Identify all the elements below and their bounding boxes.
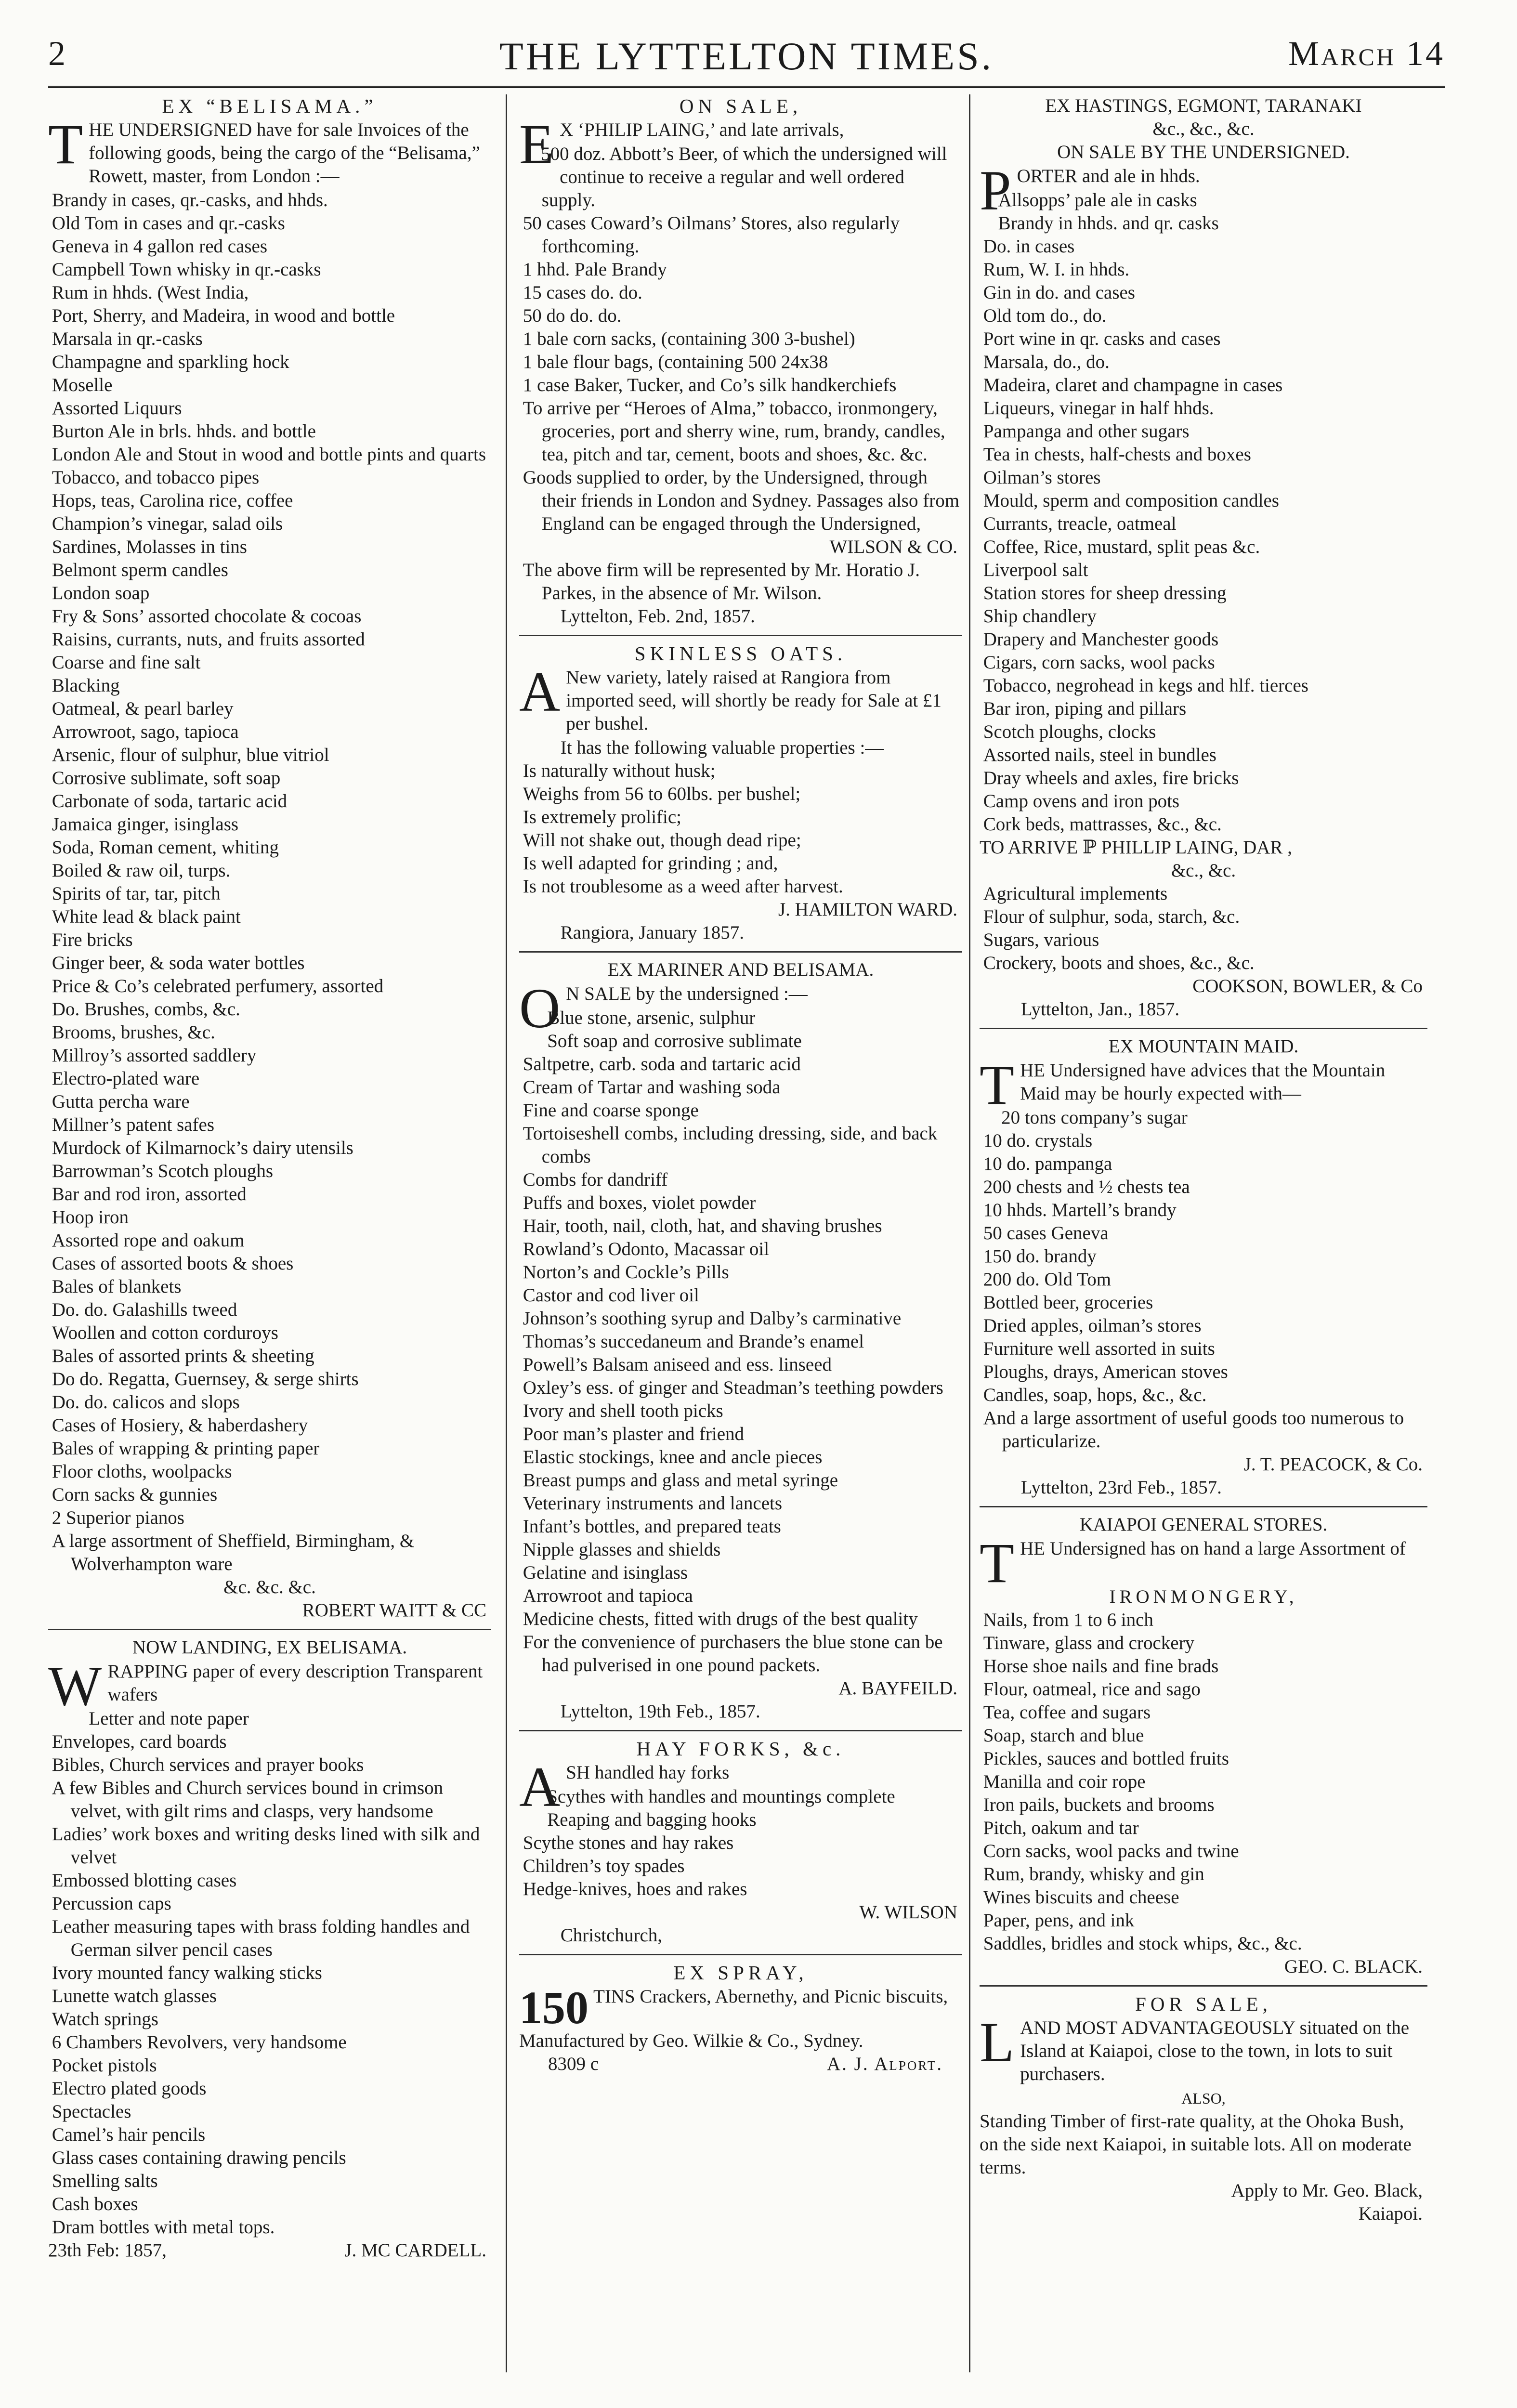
signature: A. BAYFEILD. [838, 1678, 957, 1699]
list-item: Bottled beer, groceries [983, 1292, 1153, 1313]
drop-cap: A [519, 1755, 561, 1819]
list-item: Port, Sherry, and Madeira, in wood and bottle [52, 305, 395, 326]
list-item: To arrive per “Heroes of Alma,” tobacco, ironmongery, groceries, port and sherry wine, rum, brandy, candles, tea, pitch and tar, cement, boots and shoes, &c. &c. [523, 398, 945, 465]
list-item: Champion’s vinegar, salad oils [52, 513, 283, 534]
list-item: Is naturally without husk; [523, 760, 716, 781]
ad-lead: TINS Crackers, Abernethy, and Picnic biscuits, [593, 1986, 948, 2007]
ad-now-landing [48, 1636, 491, 2262]
list-item: 6 Chambers Revolvers, very handsome [52, 2032, 347, 2053]
list-item: Campbell Town whisky in qr.-casks [52, 259, 321, 280]
list-item: Rowland’s Odonto, Macassar oil [523, 1239, 770, 1259]
list-item: 50 cases Coward’s Oilmans’ Stores, also regularly forthcoming. [523, 213, 900, 257]
column-1 [48, 94, 491, 2387]
list-item: Assorted nails, steel in bundles [983, 745, 1216, 765]
list-item: 150 do. brandy [983, 1246, 1097, 1267]
list-item: Do. do. Galashills tweed [52, 1299, 237, 1320]
list-item: Arrowroot, sago, tapioca [52, 721, 239, 742]
drop-cap: T [980, 1053, 1015, 1116]
also-label: ALSO, [1181, 2090, 1226, 2107]
list-item: Oatmeal, & pearl barley [52, 698, 234, 719]
list-item: Cash boxes [52, 2194, 138, 2214]
ad-place: Kaiapoi. [1358, 2203, 1423, 2224]
ad-on-sale [519, 94, 962, 628]
etc-line: &c. &c. &c. [223, 1577, 316, 1597]
page-number: 2 [48, 34, 65, 73]
list-item: Tobacco, and tobacco pipes [52, 467, 260, 488]
drop-cap: E [519, 113, 554, 176]
list-item: 50 do do. do. [523, 305, 622, 326]
list-item: Murdock of Kilmarnock’s dairy utensils [52, 1138, 353, 1158]
ad-ex-hastings [980, 94, 1427, 1021]
ad-date: Lyttelton, 19th Feb., 1857. [560, 1701, 760, 1722]
list-item: Champagne and sparkling hock [52, 352, 289, 372]
list-item: A large assortment of Sheffield, Birmingham, & Wolverhampton ware [52, 1531, 415, 1574]
ad-heading: EX “BELISAMA.” [162, 95, 378, 117]
list-item: Scotch ploughs, clocks [983, 721, 1156, 742]
item-list [980, 1609, 1427, 1955]
list-item: Hops, teas, Carolina rice, coffee [52, 490, 293, 511]
signature: ROBERT WAITT & CC [302, 1600, 486, 1621]
masthead [48, 34, 1445, 87]
list-item: Will not shake out, though dead ripe; [523, 830, 801, 851]
ad-heading: KAIAPOI GENERAL STORES. [1079, 1514, 1328, 1535]
list-item: Norton’s and Cockle’s Pills [523, 1262, 729, 1283]
list-item: Brandy in cases, qr.-casks, and hhds. [52, 190, 328, 210]
list-item: Liqueurs, vinegar in half hhds. [983, 398, 1214, 419]
list-item: Percussion caps [52, 1893, 171, 1914]
ad-date: Lyttelton, Feb. 2nd, 1857. [560, 606, 755, 627]
list-item: 50 cases Geneva [983, 1223, 1109, 1243]
list-item: Ship chandlery [983, 606, 1097, 627]
list-item: 1 bale flour bags, (containing 500 24x38 [523, 352, 828, 372]
ad-kaiapoi-stores [980, 1513, 1427, 1978]
ad-rule [48, 1629, 491, 1630]
column-3 [980, 94, 1427, 2387]
ad-lead: New variety, lately raised at Rangiora from imported seed, will shortly be ready for Sale at £1 per bushel. [566, 667, 942, 734]
signature: A. J. Alport. [827, 2054, 943, 2074]
list-item: Tea in chests, half-chests and boxes [983, 444, 1251, 465]
list-item: Goods supplied to order, by the Undersigned, through their friends in London and Sydney. Passages also from England can be engaged through the Undersigned, [523, 467, 960, 534]
ad-heading: NOW LANDING, EX BELISAMA. [132, 1637, 407, 1658]
list-item: Paper, pens, and ink [983, 1910, 1135, 1931]
list-item: Ivory and shell tooth picks [523, 1400, 723, 1421]
list-item: Embossed blotting cases [52, 1870, 237, 1891]
ad-lead: RAPPING paper of every description Transparent wafers [107, 1661, 483, 1705]
list-item: Ginger beer, & soda water bottles [52, 953, 305, 973]
list-item: Station stores for sheep dressing [983, 583, 1227, 603]
list-item: Boiled & raw oil, turps. [52, 860, 231, 881]
list-item: Gelatine and isinglass [523, 1562, 688, 1583]
list-item: Spirits of tar, tar, pitch [52, 883, 221, 904]
list-item: Cigars, corn sacks, wool packs [983, 652, 1215, 673]
list-item: Corrosive sublimate, soft soap [52, 768, 281, 788]
list-item: Blacking [52, 675, 120, 696]
list-item: Sardines, Molasses in tins [52, 537, 247, 557]
list-item: Glass cases containing drawing pencils [52, 2147, 346, 2168]
list-item: Leather measuring tapes with brass folding handles and German silver pencil cases [52, 1916, 470, 1960]
list-item: Marsala, do., do. [983, 352, 1110, 372]
list-item: Fine and coarse sponge [523, 1100, 699, 1121]
list-item: Do. in cases [983, 236, 1075, 257]
list-item: Infant’s bottles, and prepared teats [523, 1516, 781, 1537]
list-item: Hedge-knives, hoes and rakes [523, 1879, 747, 1899]
list-item: Puffs and boxes, violet powder [523, 1192, 756, 1213]
list-item: A few Bibles and Church services bound in crimson velvet, with gilt rims and clasps, very handsome [52, 1778, 444, 1821]
arrive-line: TO ARRIVE ℙ PHILLIP LAING, DAR , [980, 837, 1292, 858]
list-item: Flour of sulphur, soda, starch, &c. [983, 906, 1240, 927]
ad-ex-spray [519, 1961, 962, 2076]
list-item: 200 do. Old Tom [983, 1269, 1112, 1290]
list-item: Bar iron, piping and pillars [983, 698, 1187, 719]
drop-cap: O [519, 977, 561, 1040]
ad-heading: SKINLESS OATS. [634, 642, 847, 665]
ad-heading: EX SPRAY, [673, 1962, 808, 1984]
signature: J. HAMILTON WARD. [778, 899, 957, 920]
list-item: Scythe stones and hay rakes [523, 1832, 734, 1853]
list-item: Is well adapted for grinding ; and, [523, 853, 778, 874]
signature: WILSON & CO. [829, 537, 957, 557]
list-item: Nipple glasses and shields [523, 1539, 721, 1560]
item-list [980, 1106, 1427, 1407]
list-item: Crockery, boots and shoes, &c., &c. [983, 953, 1255, 973]
list-item: Saltpetre, carb. soda and tartaric acid [523, 1054, 801, 1074]
list-item: Soap, starch and blue [983, 1725, 1144, 1746]
list-item: Drapery and Manchester goods [983, 629, 1219, 650]
list-item: Fry & Sons’ assorted chocolate & cocoas [52, 606, 362, 627]
list-item: Electro-plated ware [52, 1068, 200, 1089]
list-item: Gutta percha ware [52, 1091, 190, 1112]
drop-cap: T [980, 1531, 1015, 1595]
newspaper-title: THE LYTTELTON TIMES. [499, 34, 994, 78]
list-item: Assorted Liquurs [52, 398, 182, 419]
ad-heading: ON SALE, [679, 95, 802, 117]
list-item: Is extremely prolific; [523, 807, 682, 827]
drop-cap: L [980, 2011, 1015, 2074]
signature: J. MC CARDELL. [344, 2240, 486, 2261]
list-item: Liverpool salt [983, 560, 1088, 580]
issue-date: March 14 [1288, 34, 1445, 73]
list-item: 1 bale corn sacks, (containing 300 3-bushel) [523, 328, 855, 349]
list-item: Rum, W. I. in hhds. [983, 259, 1130, 280]
list-item: Do do. Regatta, Guernsey, & serge shirts [52, 1369, 359, 1389]
ad-title: IRONMONGERY, [1109, 1586, 1298, 1607]
list-item: Cases of Hosiery, & haberdashery [52, 1415, 308, 1436]
list-item: Barrowman’s Scotch ploughs [52, 1161, 274, 1181]
list-item: 10 do. crystals [983, 1130, 1093, 1151]
list-item: Dram bottles with metal tops. [52, 2217, 275, 2238]
ad-hay-forks [519, 1737, 962, 1947]
signature: COOKSON, BOWLER, & Co [1192, 976, 1423, 996]
ad-heading: HAY FORKS, &c. [636, 1738, 845, 1760]
list-item: Pocket pistols [52, 2055, 157, 2076]
list-item: Envelopes, card boards [52, 1731, 227, 1752]
ad-rule [519, 1730, 962, 1731]
list-item: Jamaica ginger, isinglass [52, 814, 239, 835]
ad-lead: N SALE by the undersigned :— [566, 983, 808, 1004]
list-item: Arsenic, flour of sulphur, blue vitriol [52, 745, 329, 765]
list-item: Woollen and cotton corduroys [52, 1322, 278, 1343]
ad-lead: HE Undersigned have advices that the Mountain Maid may be hourly expected with— [1020, 1060, 1386, 1104]
list-item: 10 do. pampanga [983, 1153, 1112, 1174]
list-item: Bales of blankets [52, 1276, 182, 1297]
list-item: Soft soap and corrosive sublimate [547, 1031, 802, 1051]
ad-note: The above firm will be represented by Mr. Horatio J. Parkes, in the absence of Mr. Wilson. [523, 560, 920, 603]
list-item: Bibles, Church services and prayer books [52, 1754, 364, 1775]
list-item: 2 Superior pianos [52, 1507, 184, 1528]
list-item: Reaping and bagging hooks [547, 1809, 757, 1830]
ad-rule [519, 951, 962, 953]
drop-cap: T [48, 113, 83, 176]
column-divider [506, 94, 507, 2372]
list-item: 200 chests and ½ chests tea [983, 1177, 1190, 1197]
list-item: Veterinary instruments and lancets [523, 1493, 783, 1514]
ad-lead: AND MOST ADVANTAGEOUSLY situated on the Island at Kaiapoi, close to the town, in lots to suit purchasers. [1020, 2017, 1410, 2084]
ad-maker: Manufactured by Geo. Wilkie & Co., Sydney. [519, 2030, 863, 2051]
list-item: Flour, oatmeal, rice and sago [983, 1679, 1201, 1700]
list-item: Currants, treacle, oatmeal [983, 513, 1177, 534]
list-item: Allsopps’ pale ale in casks [998, 190, 1197, 210]
list-item: Assorted rope and oakum [52, 1230, 245, 1251]
list-item: Geneva in 4 gallon red cases [52, 236, 268, 257]
column-divider [969, 94, 970, 2372]
item-list [980, 189, 1427, 836]
list-item: Blue stone, arsenic, sulphur [547, 1008, 756, 1028]
list-item: Mould, sperm and composition candles [983, 490, 1279, 511]
list-item: Soda, Roman cement, whiting [52, 837, 279, 858]
list-item: Rum, brandy, whisky and gin [983, 1864, 1204, 1885]
ad-heading-2: ON SALE BY THE UNDERSIGNED. [1057, 142, 1350, 162]
ad-lead: HE UNDERSIGNED have for sale Invoices of the following goods, being the cargo of the “Belisama,” Rowett, master, from London :— [89, 119, 480, 186]
list-item: Electro plated goods [52, 2078, 207, 2099]
ad-date: Lyttelton, Jan., 1857. [1020, 999, 1180, 1020]
list-item: Pitch, oakum and tar [983, 1818, 1139, 1838]
list-item: Ivory mounted fancy walking sticks [52, 1963, 322, 1983]
ad-date: Lyttelton, 23rd Feb., 1857. [1020, 1477, 1222, 1498]
ad-apply: Apply to Mr. Geo. Black, [1231, 2180, 1423, 2201]
ad-intro: It has the following valuable properties :— [560, 737, 884, 758]
ad-ref: 8309 c [548, 2054, 599, 2074]
signature: W. WILSON [859, 1902, 957, 1923]
ad-mountain-maid [980, 1035, 1427, 1499]
list-item: Marsala in qr.-casks [52, 328, 203, 349]
list-item: Manilla and coir rope [983, 1771, 1146, 1792]
ad-belisama [48, 94, 491, 1622]
list-item: Floor cloths, woolpacks [52, 1461, 232, 1482]
list-item: Combs for dandriff [523, 1169, 668, 1190]
list-item: 20 tons company’s sugar [1001, 1107, 1188, 1128]
list-item: Moselle [52, 375, 113, 395]
ad-skinless-oats [519, 642, 962, 944]
list-item: Elastic stockings, knee and ancle pieces [523, 1447, 823, 1467]
list-item: Bar and rod iron, assorted [52, 1184, 247, 1204]
list-item: Burton Ale in brls. hhds. and bottle [52, 421, 316, 442]
list-item: Tortoiseshell combs, including dressing, side, and back combs [523, 1123, 938, 1167]
ad-date: 23th Feb: 1857, [48, 2240, 167, 2261]
list-item: Iron pails, buckets and brooms [983, 1794, 1215, 1815]
list-item: Price & Co’s celebrated perfumery, assorted [52, 976, 384, 996]
quantity-numeral: 150 [519, 1982, 588, 2033]
list-item: Camp ovens and iron pots [983, 791, 1180, 811]
list-item: London Ale and Stout in wood and bottle pints and quarts [52, 444, 486, 465]
ad-subheading: &c., &c., &c. [1152, 118, 1255, 139]
list-item: Weighs from 56 to 60lbs. per bushel; [523, 784, 801, 804]
list-item: Fire bricks [52, 929, 133, 950]
list-item: Smelling salts [52, 2171, 158, 2191]
ad-rule [519, 1954, 962, 1955]
list-item: Wines biscuits and cheese [983, 1887, 1179, 1908]
list-item: Arrowroot and tapioca [523, 1585, 693, 1606]
ad-lead: HE Undersigned has on hand a large Assortment of [1020, 1538, 1406, 1559]
ad-note: And a large assortment of useful goods too numerous to particularize. [983, 1408, 1404, 1452]
list-item: Pampanga and other sugars [983, 421, 1190, 442]
list-item: Coffee, Rice, mustard, split peas &c. [983, 537, 1260, 557]
list-item: Do. do. calicos and slops [52, 1392, 240, 1413]
list-item: Raisins, currants, nuts, and fruits assorted [52, 629, 365, 650]
ad-text: Standing Timber of first-rate quality, at the Ohoka Bush, on the side next Kaiapoi, in suitable lots. All on moderate terms. [980, 2111, 1412, 2178]
column-2 [519, 94, 962, 2387]
list-item: Hoop iron [52, 1207, 129, 1228]
list-item: Corn sacks & gunnies [52, 1484, 218, 1505]
list-item: 10 hhds. Martell’s brandy [983, 1200, 1177, 1220]
list-item: White lead & black paint [52, 906, 241, 927]
list-item: Rum in hhds. (West India, [52, 282, 249, 303]
ad-note: For the convenience of purchasers the blue stone can be had pulverised in one pound packets. [523, 1632, 943, 1675]
list-item: Children’s toy spades [523, 1856, 685, 1876]
signature: GEO. C. BLACK. [1284, 1956, 1423, 1977]
list-item: Medicine chests, fitted with drugs of the best quality [523, 1609, 918, 1629]
list-item: Ladies’ work boxes and writing desks lined with silk and velvet [52, 1824, 480, 1868]
list-item: Thomas’s succedaneum and Brande’s enamel [523, 1331, 864, 1352]
list-item: Castor and cod liver oil [523, 1285, 699, 1306]
list-item: Oxley’s ess. of ginger and Steadman’s teething powders [523, 1377, 943, 1398]
ad-lead: SH handled hay forks [566, 1762, 730, 1783]
list-item: Madeira, claret and champagne in cases [983, 375, 1283, 395]
ad-lead: X ‘PHILIP LAING,’ and late arrivals, [560, 119, 844, 140]
list-item: Millroy’s assorted saddlery [52, 1045, 257, 1066]
item-list [519, 143, 962, 536]
ad-rule [980, 1506, 1427, 1507]
drop-cap: W [48, 1654, 102, 1717]
ad-lead: ORTER and ale in hhds. [1017, 166, 1200, 186]
list-item: Camel’s hair pencils [52, 2124, 206, 2145]
list-item: Scythes with handles and mountings complete [547, 1786, 895, 1807]
ad-date: Rangiora, January 1857. [560, 922, 745, 943]
ad-for-sale [980, 1992, 1427, 2225]
ad-rule [519, 635, 962, 636]
list-item: Pickles, sauces and bottled fruits [983, 1748, 1229, 1769]
list-item: Agricultural implements [983, 883, 1168, 904]
list-item: Watch springs [52, 2009, 158, 2029]
list-item: 1 case Baker, Tucker, and Co’s silk handkerchiefs [523, 375, 897, 395]
list-item: Port wine in qr. casks and cases [983, 328, 1221, 349]
list-item: Saddles, bridles and stock whips, &c., &c. [983, 1933, 1302, 1954]
list-item: Cream of Tartar and washing soda [523, 1077, 781, 1098]
list-item: Do. Brushes, combs, &c. [52, 999, 240, 1020]
list-item: Sugars, various [983, 929, 1099, 950]
list-item: Johnson’s soothing syrup and Dalby’s carminative [523, 1308, 902, 1329]
ad-heading: EX HASTINGS, EGMONT, TARANAKI [1045, 95, 1362, 116]
ad-rule [980, 1985, 1427, 1987]
list-item: Is not troublesome as a weed after harvest. [523, 876, 843, 897]
list-item: Breast pumps and glass and metal syringe [523, 1470, 838, 1491]
list-item: 15 cases do. do. [523, 282, 642, 303]
list-item: Hair, tooth, nail, cloth, hat, and shaving brushes [523, 1216, 882, 1236]
ad-heading: EX MARINER AND BELISAMA. [607, 959, 874, 980]
item-list [519, 1007, 962, 1631]
drop-cap: A [519, 660, 561, 723]
list-item: Oilman’s stores [983, 467, 1101, 488]
item-list [519, 759, 962, 898]
list-item: Old tom do., do. [983, 305, 1107, 326]
arrive-subheading: &c., &c. [1171, 860, 1236, 881]
ad-rule [980, 1028, 1427, 1029]
list-item: London soap [52, 583, 150, 603]
list-item: Dried apples, oilman’s stores [983, 1315, 1202, 1336]
list-item: Horse shoe nails and fine brads [983, 1656, 1219, 1676]
item-list [980, 882, 1427, 975]
list-item: Nails, from 1 to 6 inch [983, 1610, 1153, 1630]
list-item: Tea, coffee and sugars [983, 1702, 1151, 1723]
list-item: Powell’s Balsam aniseed and ess. linseed [523, 1354, 832, 1375]
item-list [48, 1707, 491, 2239]
list-item: Brandy in hhds. and qr. casks [998, 213, 1219, 234]
list-item: Furniture well assorted in suits [983, 1338, 1215, 1359]
list-item: Coarse and fine salt [52, 652, 201, 673]
ad-heading: FOR SALE, [1135, 1993, 1272, 2015]
ad-place: Christchurch, [560, 1925, 663, 1946]
list-item: Belmont sperm candles [52, 560, 228, 580]
list-item: Spectacles [52, 2101, 131, 2122]
item-list [48, 189, 491, 1576]
list-item: Corn sacks, wool packs and twine [983, 1841, 1239, 1861]
list-item: Poor man’s plaster and friend [523, 1424, 745, 1444]
list-item: 500 doz. Abbott’s Beer, of which the undersigned will continue to receive a regular and well ordered supply. [541, 144, 947, 210]
list-item: Candles, soap, hops, &c., &c. [983, 1385, 1207, 1405]
list-item: Tobacco, negrohead in kegs and hlf. tierces [983, 675, 1308, 696]
list-item: Bales of wrapping & printing paper [52, 1438, 320, 1459]
list-item: Gin in do. and cases [983, 282, 1135, 303]
list-item: Lunette watch glasses [52, 1986, 217, 2006]
list-item: Cork beds, mattrasses, &c., &c. [983, 814, 1222, 835]
list-item: Carbonate of soda, tartaric acid [52, 791, 288, 811]
ad-heading: EX MOUNTAIN MAID. [1108, 1036, 1299, 1057]
list-item: 1 hhd. Pale Brandy [523, 259, 667, 280]
list-item: Bales of assorted prints & sheeting [52, 1346, 314, 1366]
item-list [519, 1785, 962, 1901]
list-item: Letter and note paper [89, 1708, 249, 1729]
list-item: Millner’s patent safes [52, 1114, 214, 1135]
ad-mariner [519, 958, 962, 1723]
list-item: Old Tom in cases and qr.-casks [52, 213, 285, 234]
list-item: Ploughs, drays, American stoves [983, 1361, 1228, 1382]
drop-cap: P [980, 159, 1011, 222]
list-item: Tinware, glass and crockery [983, 1633, 1195, 1653]
list-item: Dray wheels and axles, fire bricks [983, 768, 1239, 788]
signature: J. T. PEACOCK, & Co. [1243, 1454, 1423, 1475]
list-item: Brooms, brushes, &c. [52, 1022, 215, 1043]
masthead-rule [48, 86, 1445, 88]
list-item: Cases of assorted boots & shoes [52, 1253, 294, 1274]
